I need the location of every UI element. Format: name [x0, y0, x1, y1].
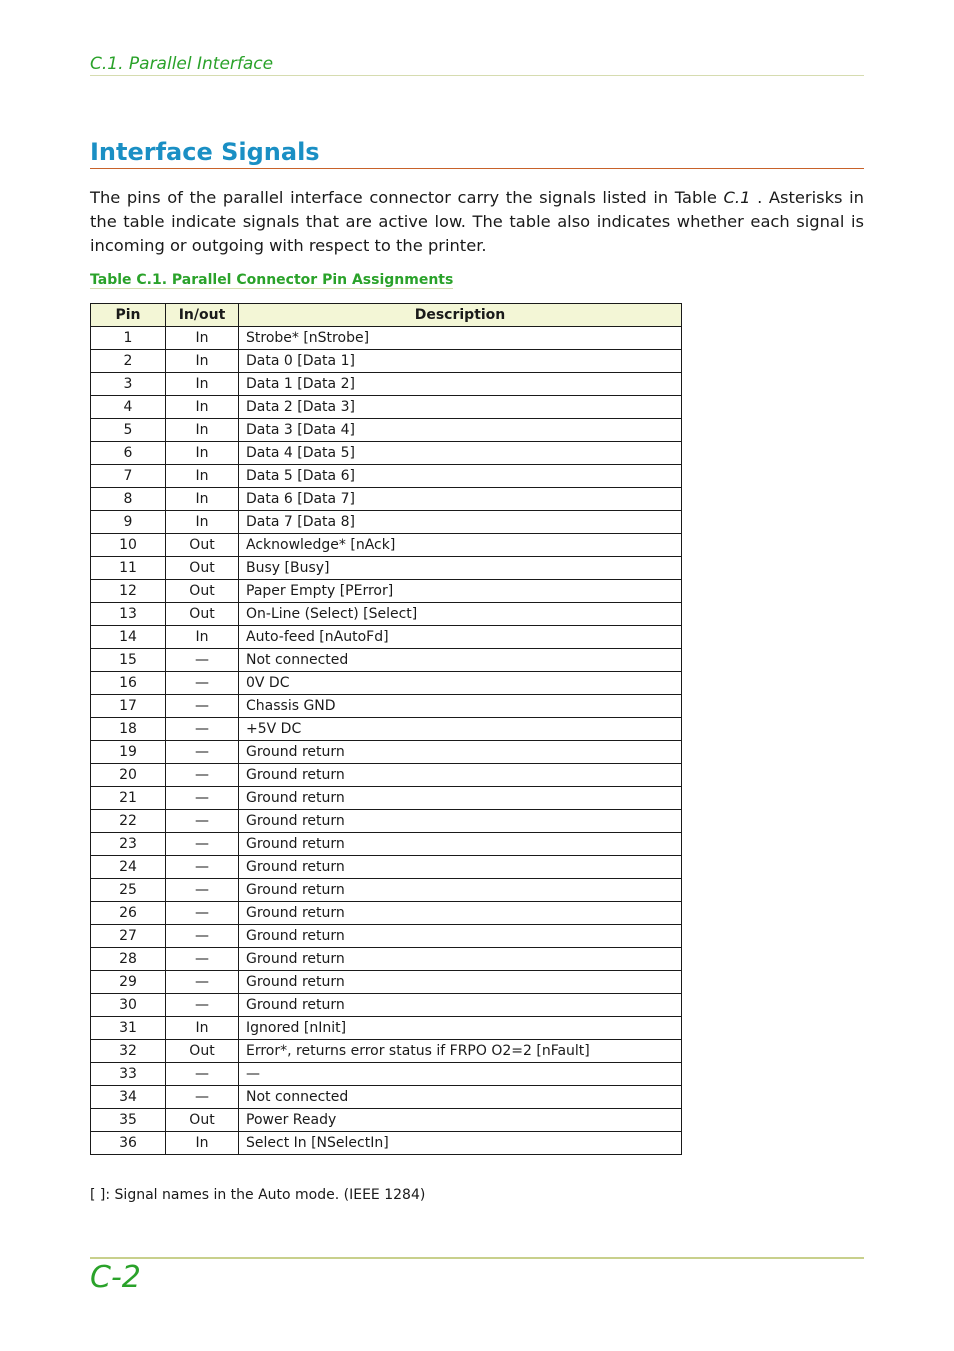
inout-cell: —	[166, 994, 239, 1017]
description-cell: Ground return	[239, 902, 682, 925]
table-row	[91, 1017, 682, 1040]
description-cell: Not connected	[239, 1086, 682, 1109]
inout-cell: —	[166, 787, 239, 810]
pin-cell: 2	[91, 350, 166, 373]
inout-cell: —	[166, 856, 239, 879]
inout-cell: —	[166, 1086, 239, 1109]
inout-cell: In	[166, 1017, 239, 1040]
table-row	[91, 649, 682, 672]
inout-cell: In	[166, 419, 239, 442]
pin-cell: 24	[91, 856, 166, 879]
table-row	[91, 948, 682, 971]
inout-cell: Out	[166, 603, 239, 626]
inout-cell: Out	[166, 1040, 239, 1063]
description-cell: Strobe* [nStrobe]	[239, 327, 682, 350]
pin-assignment-table	[90, 303, 682, 1155]
pin-cell: 22	[91, 810, 166, 833]
table-row	[91, 833, 682, 856]
pin-cell: 33	[91, 1063, 166, 1086]
table-row	[91, 787, 682, 810]
pin-cell: 31	[91, 1017, 166, 1040]
pin-cell: 18	[91, 718, 166, 741]
pin-cell: 29	[91, 971, 166, 994]
table-row	[91, 626, 682, 649]
pin-cell: 27	[91, 925, 166, 948]
table-row	[91, 1063, 682, 1086]
table-row	[91, 672, 682, 695]
inout-cell: Out	[166, 580, 239, 603]
pin-cell: 15	[91, 649, 166, 672]
intro-text-2: . Asterisks in the table indicate signals that are active low. The table also indicates whether each signal is incoming or outgoing with respect to the printer.	[90, 188, 864, 255]
table-row	[91, 534, 682, 557]
description-cell: Ground return	[239, 948, 682, 971]
description-cell: Data 7 [Data 8]	[239, 511, 682, 534]
table-row	[91, 902, 682, 925]
pin-cell: 17	[91, 695, 166, 718]
description-cell: Select In [NSelectIn]	[239, 1132, 682, 1155]
table-row	[91, 488, 682, 511]
description-cell: Ground return	[239, 833, 682, 856]
inout-cell: —	[166, 810, 239, 833]
pin-cell: 14	[91, 626, 166, 649]
description-cell: Paper Empty [PError]	[239, 580, 682, 603]
table-row	[91, 994, 682, 1017]
pin-cell: 10	[91, 534, 166, 557]
description-cell: Data 1 [Data 2]	[239, 373, 682, 396]
pin-cell: 1	[91, 327, 166, 350]
pin-cell: 16	[91, 672, 166, 695]
description-cell: Ignored [nInit]	[239, 1017, 682, 1040]
table-row	[91, 764, 682, 787]
pin-cell: 23	[91, 833, 166, 856]
table-row	[91, 327, 682, 350]
description-cell: Chassis GND	[239, 695, 682, 718]
page-number: C-2	[90, 1260, 141, 1295]
table-row	[91, 810, 682, 833]
inout-cell: —	[166, 1063, 239, 1086]
description-cell: —	[239, 1063, 682, 1086]
table-row	[91, 1132, 682, 1155]
section-title: Interface Signals	[90, 137, 864, 169]
description-cell: Data 6 [Data 7]	[239, 488, 682, 511]
description-cell: Ground return	[239, 787, 682, 810]
pin-cell: 32	[91, 1040, 166, 1063]
description-cell: Data 3 [Data 4]	[239, 419, 682, 442]
pin-cell: 12	[91, 580, 166, 603]
description-cell: Ground return	[239, 971, 682, 994]
pin-cell: 30	[91, 994, 166, 1017]
table-row	[91, 1109, 682, 1132]
pin-cell: 11	[91, 557, 166, 580]
table-row	[91, 419, 682, 442]
description-cell: Not connected	[239, 649, 682, 672]
pin-cell: 28	[91, 948, 166, 971]
column-header-inout: In/out	[166, 304, 239, 327]
description-cell: 0V DC	[239, 672, 682, 695]
inout-cell: In	[166, 626, 239, 649]
table-row	[91, 557, 682, 580]
pin-cell: 21	[91, 787, 166, 810]
inout-cell: —	[166, 741, 239, 764]
description-cell: Ground return	[239, 764, 682, 787]
table-row	[91, 373, 682, 396]
pin-cell: 26	[91, 902, 166, 925]
inout-cell: In	[166, 442, 239, 465]
table-row	[91, 580, 682, 603]
inout-cell: In	[166, 511, 239, 534]
description-cell: Data 0 [Data 1]	[239, 350, 682, 373]
pin-cell: 7	[91, 465, 166, 488]
inout-cell: Out	[166, 1109, 239, 1132]
table-caption: Table C.1. Parallel Connector Pin Assignments	[90, 272, 454, 288]
inout-cell: In	[166, 488, 239, 511]
table-row	[91, 695, 682, 718]
table-row	[91, 1040, 682, 1063]
table-header-row	[91, 304, 682, 327]
table-footnote: [ ]: Signal names in the Auto mode. (IEEE 1284)	[90, 1187, 426, 1203]
pin-cell: 19	[91, 741, 166, 764]
table-row	[91, 603, 682, 626]
column-header-description: Description	[239, 304, 682, 327]
table-row	[91, 442, 682, 465]
inout-cell: —	[166, 649, 239, 672]
pin-cell: 25	[91, 879, 166, 902]
description-cell: Busy [Busy]	[239, 557, 682, 580]
inout-cell: In	[166, 373, 239, 396]
table-row	[91, 971, 682, 994]
inout-cell: In	[166, 350, 239, 373]
pin-cell: 5	[91, 419, 166, 442]
description-cell: On-Line (Select) [Select]	[239, 603, 682, 626]
description-cell: Ground return	[239, 810, 682, 833]
description-cell: Ground return	[239, 925, 682, 948]
inout-cell: —	[166, 879, 239, 902]
pin-cell: 34	[91, 1086, 166, 1109]
pin-cell: 35	[91, 1109, 166, 1132]
inout-cell: Out	[166, 534, 239, 557]
running-header: C.1. Parallel Interface	[90, 54, 864, 76]
inout-cell: Out	[166, 557, 239, 580]
description-cell: Ground return	[239, 741, 682, 764]
inout-cell: In	[166, 1132, 239, 1155]
table-body	[91, 327, 682, 1155]
table-row	[91, 718, 682, 741]
table-row	[91, 350, 682, 373]
pin-cell: 6	[91, 442, 166, 465]
inout-cell: —	[166, 833, 239, 856]
pin-cell: 13	[91, 603, 166, 626]
description-cell: Acknowledge* [nAck]	[239, 534, 682, 557]
table-row	[91, 396, 682, 419]
inout-cell: —	[166, 971, 239, 994]
description-cell: Auto-feed [nAutoFd]	[239, 626, 682, 649]
description-cell: Power Ready	[239, 1109, 682, 1132]
inout-cell: In	[166, 396, 239, 419]
description-cell: Ground return	[239, 879, 682, 902]
inout-cell: —	[166, 902, 239, 925]
description-cell: Ground return	[239, 856, 682, 879]
description-cell: Ground return	[239, 994, 682, 1017]
description-cell: Data 2 [Data 3]	[239, 396, 682, 419]
table-row	[91, 465, 682, 488]
inout-cell: In	[166, 327, 239, 350]
pin-cell: 20	[91, 764, 166, 787]
footer-rule	[90, 1257, 864, 1259]
description-cell: +5V DC	[239, 718, 682, 741]
inout-cell: In	[166, 465, 239, 488]
pin-cell: 36	[91, 1132, 166, 1155]
pin-cell: 4	[91, 396, 166, 419]
inout-cell: —	[166, 764, 239, 787]
intro-text-1: The pins of the parallel interface connector carry the signals listed in Table	[90, 188, 724, 207]
column-header-pin: Pin	[91, 304, 166, 327]
description-cell: Data 4 [Data 5]	[239, 442, 682, 465]
table-row	[91, 511, 682, 534]
description-cell: Data 5 [Data 6]	[239, 465, 682, 488]
description-cell: Error*, returns error status if FRPO O2=2 [nFault]	[239, 1040, 682, 1063]
inout-cell: —	[166, 718, 239, 741]
pin-cell: 8	[91, 488, 166, 511]
table-row	[91, 856, 682, 879]
table-reference: C.1	[723, 188, 751, 207]
inout-cell: —	[166, 672, 239, 695]
table-row	[91, 879, 682, 902]
intro-paragraph	[90, 186, 864, 258]
pin-cell: 9	[91, 511, 166, 534]
table-row	[91, 925, 682, 948]
inout-cell: —	[166, 695, 239, 718]
inout-cell: —	[166, 948, 239, 971]
table-row	[91, 1086, 682, 1109]
table-row	[91, 741, 682, 764]
inout-cell: —	[166, 925, 239, 948]
pin-cell: 3	[91, 373, 166, 396]
